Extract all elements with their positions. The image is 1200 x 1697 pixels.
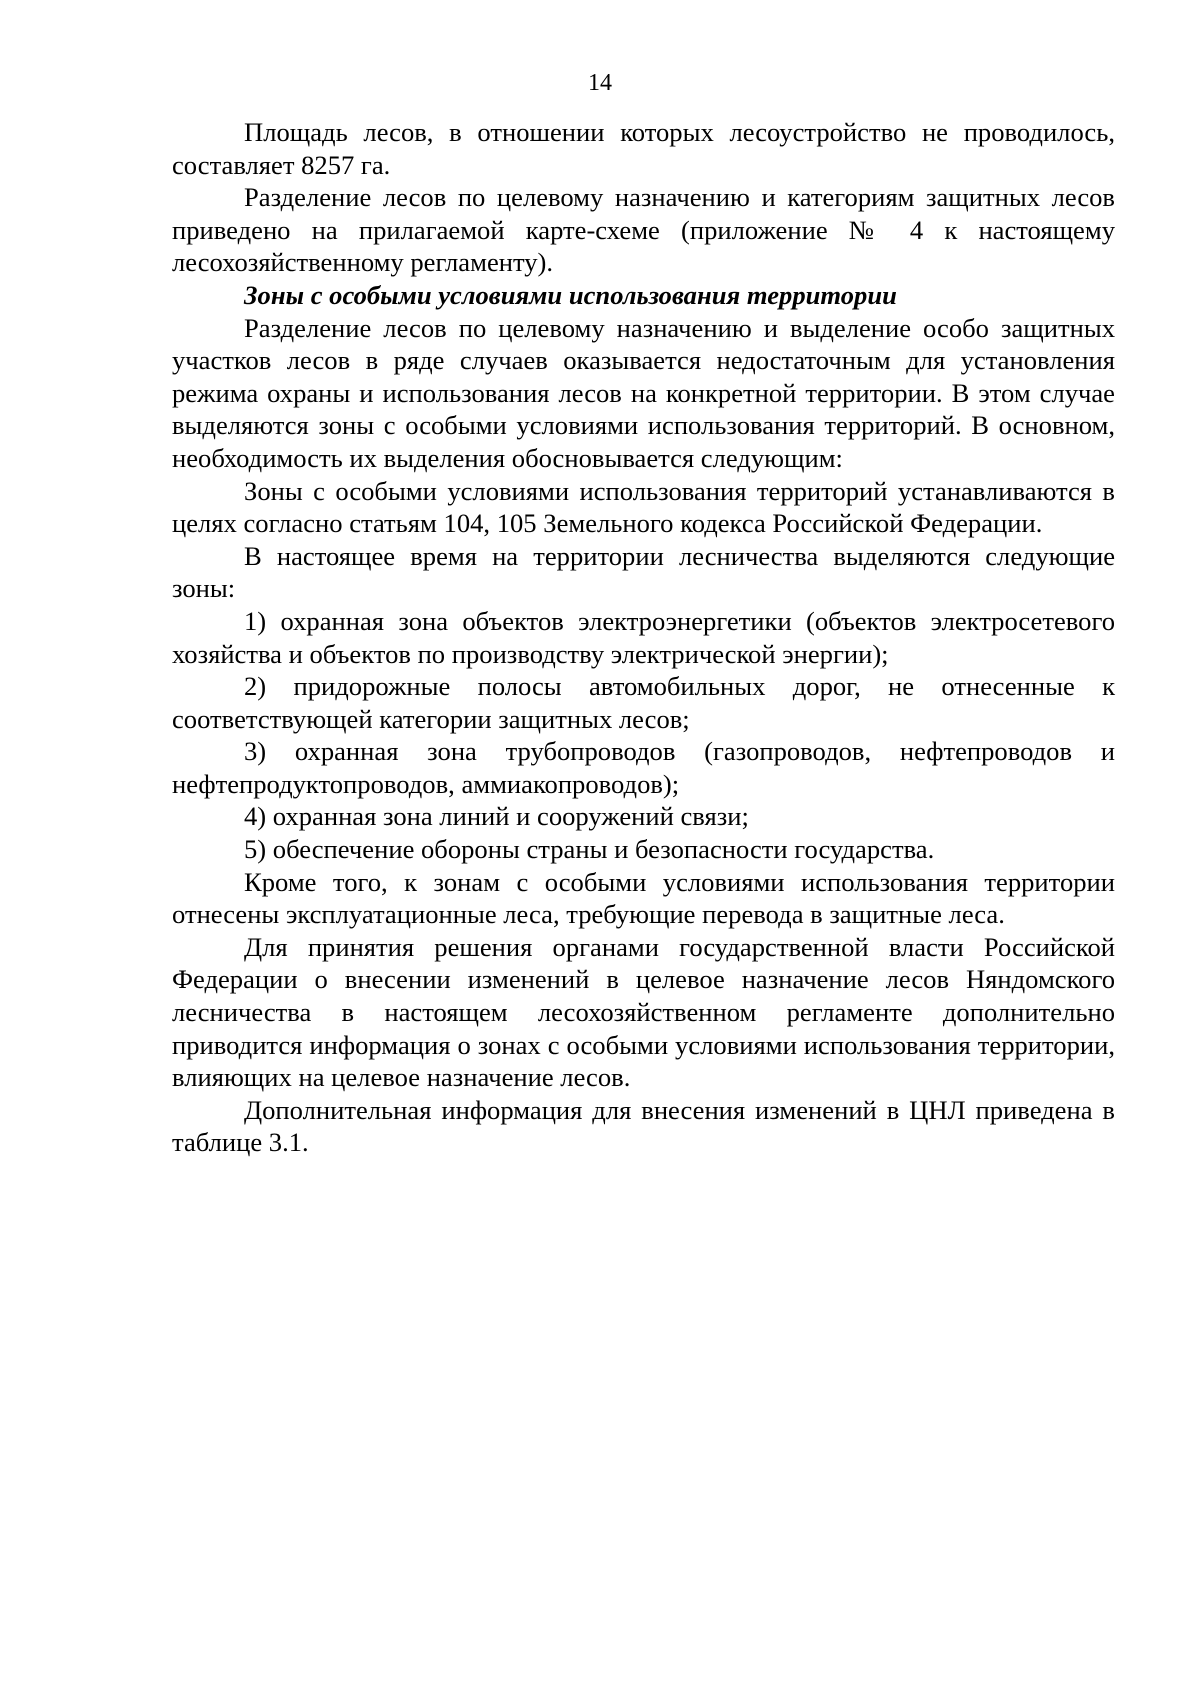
paragraph-zones-purpose: Зоны с особыми условиями использования территорий устанавливаются в целях согласно статьям 104, 105 Земельного кодекса Российской Федерации. <box>172 475 1115 539</box>
list-item: 3) охранная зона трубопроводов (газопроводов, нефтепроводов и нефтепродуктопроводов, аммиакопроводов); <box>172 736 1115 799</box>
section-heading: Зоны с особыми условиями использования территории <box>244 279 897 310</box>
list-item: 4) охранная зона линий и сооружений связи; <box>244 801 749 832</box>
paragraph-intro: Разделение лесов по целевому назначению и выделение особо защитных участков лесов в ряде случаев оказывается недостаточным для установления режима охраны и использования лесов на конкретной территории. В этом случае выделяются зоны с особыми условиями использования территорий. В основном, необходимость их выделения обосновывается следующим: <box>172 312 1115 473</box>
paragraph-decision-info: Для принятия решения органами государственной власти Российской Федерации о внесении изменений в целевое назначение лесов Няндомского лесничества в настоящем лесохозяйственном регламенте дополнительно приводится информация о зонах с особыми условиями использования территории, влияющих на целевое назначение лесов. <box>172 931 1115 1093</box>
paragraph-unsurveyed-area: Площадь лесов, в отношении которых лесоустройство не проводилось, составляет 8257 га. <box>172 117 1115 180</box>
list-item: 5) обеспечение обороны страны и безопасности государства. <box>244 834 935 865</box>
paragraph-table-reference: Дополнительная информация для внесения изменений в ЦНЛ приведена в таблице 3.1. <box>172 1094 1115 1158</box>
list-item: 2) придорожные полосы автомобильных дорог, не отнесенные к соответствующей категории защитных лесов; <box>172 671 1115 734</box>
document-body <box>172 116 1115 1159</box>
paragraph-exploitation-forests: Кроме того, к зонам с особыми условиями использования территории отнесены эксплуатационные леса, требующие перевода в защитные леса. <box>172 866 1115 930</box>
paragraph-zones-list-intro: В настоящее время на территории лесничества выделяются следующие зоны: <box>172 540 1115 604</box>
list-item: 1) охранная зона объектов электроэнергетики (объектов электросетевого хозяйства и объектов по производству электрической энергии); <box>172 605 1115 669</box>
paragraph-forest-division: Разделение лесов по целевому назначению и категориям защитных лесов приведено на прилагаемой карте-схеме (приложение № 4 к настоящему лесохозяйственному регламенту). <box>172 182 1115 278</box>
page-number: 14 <box>588 70 612 96</box>
